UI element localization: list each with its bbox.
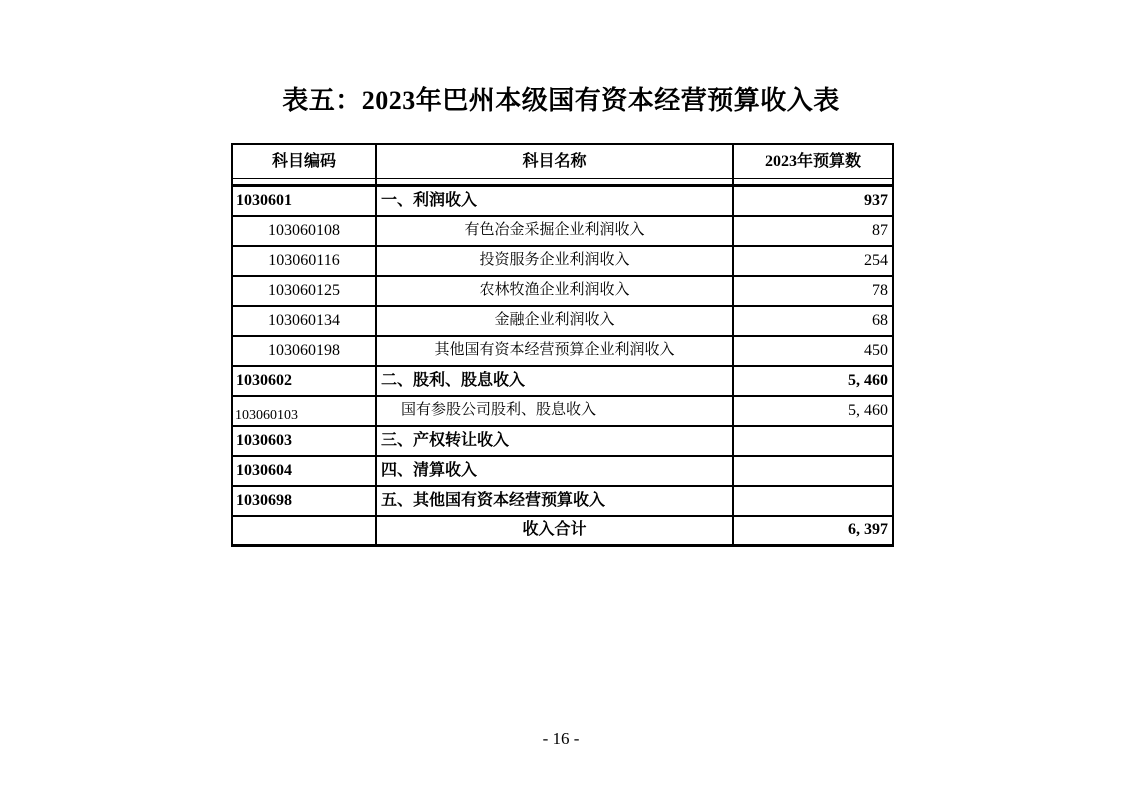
value-cell [733,456,893,486]
table-row [232,336,893,366]
table-row [232,216,893,246]
table-row [232,486,893,516]
value-cell: 78 [733,276,893,306]
table-header-row [232,144,893,179]
value-cell: 87 [733,216,893,246]
gap-cell [733,179,893,186]
table-row [232,186,893,216]
name-cell: 有色冶金采掘企业利润收入 [376,216,733,246]
name-cell: 五、其他国有资本经营预算收入 [376,486,733,516]
table-row [232,396,893,426]
table-row [232,366,893,396]
name-cell: 二、股利、股息收入 [376,366,733,396]
header-subject-name: 科目名称 [376,144,733,179]
table-row [232,456,893,486]
code-cell: 103060125 [232,276,376,306]
name-cell: 投资服务企业利润收入 [376,246,733,276]
name-cell: 农林牧渔企业利润收入 [376,276,733,306]
header-budget-2023: 2023年预算数 [733,144,893,179]
code-cell: 103060134 [232,306,376,336]
table-row [232,426,893,456]
value-cell: 6, 397 [733,516,893,546]
name-cell: 其他国有资本经营预算企业利润收入 [376,336,733,366]
page-number: - 16 - [542,729,580,748]
code-cell: 1030601 [232,186,376,216]
value-cell: 5, 460 [733,396,893,426]
gap-cell [232,179,376,186]
table-row [232,276,893,306]
code-cell: 1030604 [232,456,376,486]
table-row [232,246,893,276]
code-cell: 1030698 [232,486,376,516]
value-cell [733,426,893,456]
header-subject-code: 科目编码 [232,144,376,179]
name-cell: 收入合计 [376,516,733,546]
header-body-gap-row [232,179,893,186]
code-cell: 103060198 [232,336,376,366]
value-cell: 254 [733,246,893,276]
name-cell: 四、清算收入 [376,456,733,486]
table-row-total [232,516,893,546]
name-cell: 三、产权转让收入 [376,426,733,456]
value-cell: 5, 460 [733,366,893,396]
code-cell: 103060116 [232,246,376,276]
table-row [232,306,893,336]
name-cell: 金融企业利润收入 [376,306,733,336]
name-cell: 一、利润收入 [376,186,733,216]
value-cell: 68 [733,306,893,336]
code-cell: 103060108 [232,216,376,246]
code-cell [232,516,376,546]
name-cell: 国有参股公司股利、股息收入 [376,396,733,426]
value-cell: 450 [733,336,893,366]
document-title: 表五：2023年巴州本级国有资本经营预算收入表 [282,86,840,115]
value-cell [733,486,893,516]
budget-revenue-table [231,143,894,547]
code-cell: 1030602 [232,366,376,396]
value-cell: 937 [733,186,893,216]
gap-cell [376,179,733,186]
code-cell: 103060103 [232,396,376,426]
code-cell: 1030603 [232,426,376,456]
